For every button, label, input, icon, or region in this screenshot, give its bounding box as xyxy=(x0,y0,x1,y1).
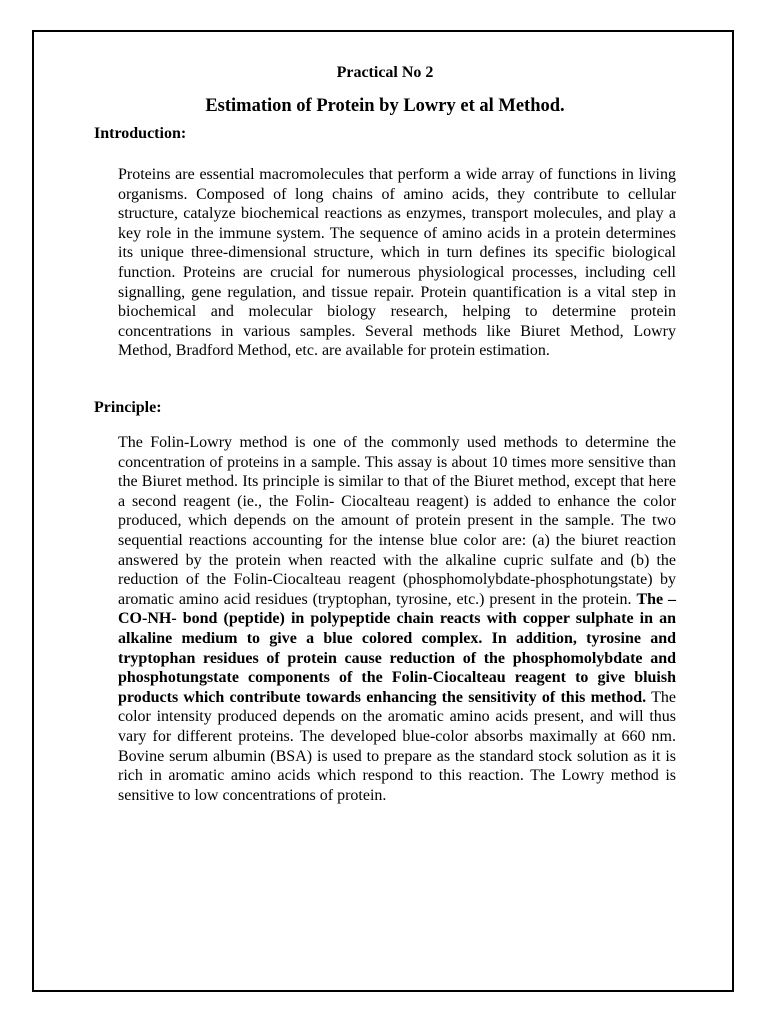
principle-heading: Principle: xyxy=(94,399,162,416)
document-title: Estimation of Protein by Lowry et al Method. xyxy=(205,96,565,116)
principle-text-conclusion: The color intensity produced depends on the aromatic amino acids present, and will thus vary for different proteins. The developed blue-color absorbs maximally at 660 nm. Bovine serum albumin (BSA) is used to prepare as the standard stock solution as it is rich in aromatic amino acids which respond to this reaction. The Lowry method is sensitive to low concentrations of protein. xyxy=(118,688,676,804)
introduction-paragraph: Proteins are essential macromolecules that perform a wide array of functions in living organisms. Composed of long chains of amino acids, they contribute to cellular structure, catalyze biochemical reactions as enzymes, transport molecules, and play a key role in the immune system. The sequence of amino acids in a protein determines its unique three-dimensional structure, which in turn defines its specific biological function. Proteins are crucial for numerous physiological processes, including cell signalling, gene regulation, and tissue repair. Protein quantification is a vital step in biochemical and molecular biology research, helping to determine protein concentrations in various samples. Several methods like Biuret Method, Lowry Method, Bradford Method, etc. are available for protein estimation. xyxy=(118,166,676,360)
principle-text-intro: The Folin-Lowry method is one of the commonly used methods to determine the concentration of proteins in a sample. This assay is about 10 times more sensitive than the Biuret method. Its principle is similar to that of the Biuret method, except that here a second reagent (ie., the Folin- Ciocalteau reagent) is added to enhance the color produced, which depends on the amount of protein present in the sample. The two sequential reactions accounting for the intense blue color are: (a) the biuret reaction answered by the protein when reacted with the alkaline cupric sulfate and (b) the reduction of the Folin-Ciocalteau reagent (phosphomolybdate-phosphotungstate) by aromatic amino acid residues (tryptophan, tyrosine, etc.) present in the protein. xyxy=(118,434,676,608)
principle-text-bold: The –CO-NH- bond (peptide) in polypeptide chain reacts with copper sulphate in an alkaline medium to give a blue colored complex. In addition, tyrosine and tryptophan residues of protein cause reduction of the phosphomolybdate and phosphotungstate components of the Folin-Ciocalteau reagent to give bluish products which contribute towards enhancing the sensitivity of this method. xyxy=(118,590,676,706)
introduction-heading: Introduction: xyxy=(94,125,187,142)
practical-number: Practical No 2 xyxy=(336,64,434,81)
principle-paragraph xyxy=(118,433,676,805)
page-frame xyxy=(32,30,734,992)
